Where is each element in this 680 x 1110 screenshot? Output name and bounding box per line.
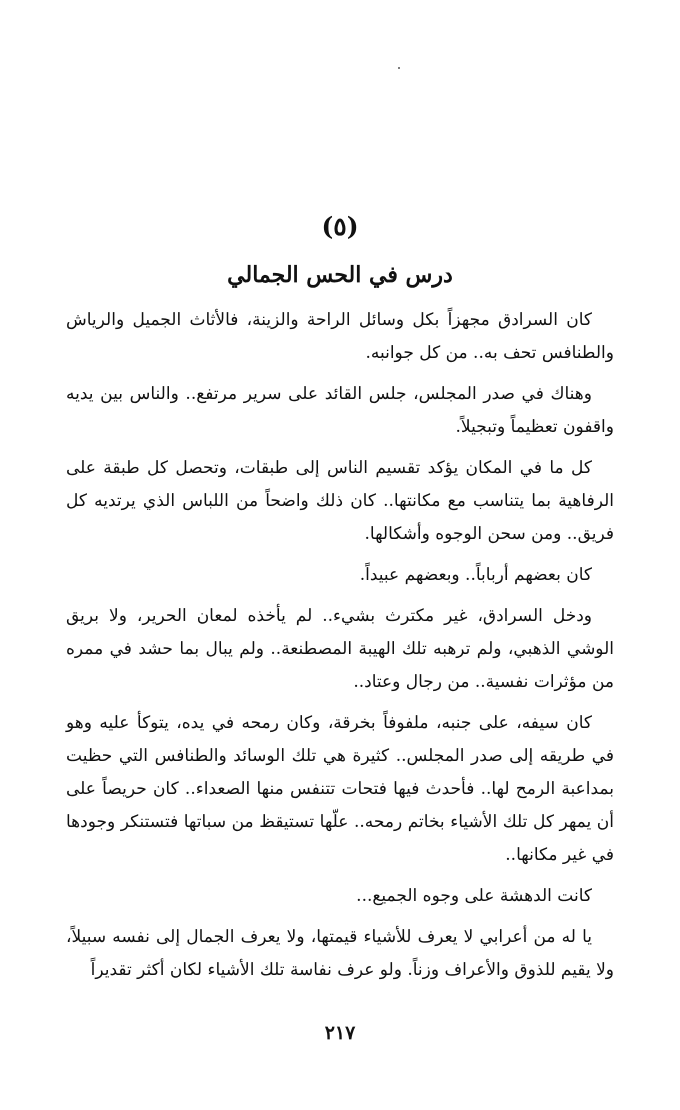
paragraph: كان السرادق مجهزاً بكل وسائل الراحة والزينة، فالأثاث الجميل والرياش والطنافس تحف به.. من كل جوانبه. <box>66 310 614 363</box>
body-text <box>66 304 614 987</box>
page-number: ٢١٧ <box>324 1022 356 1044</box>
paragraph: كان بعضهم أرباباً.. وبعضهم عبيداً. <box>359 565 592 585</box>
paragraph: كل ما في المكان يؤكد تقسيم الناس إلى طبقات، وتحصل كل طبقة على الرفاهية بما يتناسب مع مكانتها.. كان ذلك واضحاً من اللباس الذي يرتديه كل فريق.. ومن سحن الوجوه وأشكالها. <box>66 458 614 544</box>
paper-speck <box>398 67 400 69</box>
paragraph: وهناك في صدر المجلس، جلس القائد على سرير مرتفع.. والناس بين يديه واقفون تعظيماً وتبجيلاً. <box>66 384 614 437</box>
paragraph: يا له من أعرابي لا يعرف للأشياء قيمتها، ولا يعرف الجمال إلى نفسه سبيلاً، ولا يقيم للذوق والأعراف وزناً. ولو عرف نفاسة تلك الأشياء لكان أكثر تقديراً <box>66 927 614 980</box>
paragraph: كان سيفه، على جنبه، ملفوفاً بخرقة، وكان رمحه في يده، يتوكأ عليه وهو في طريقه إلى صدر المجلس.. كثيرة هي تلك الوسائد والطنافس التي حظيت بمداعبة الرمح لها.. فأحدث فيها فتحات تتنفس منها الصعداء.. كان حريصاً على أن يمهر كل تلك الأشياء بخاتم رمحه.. علّها تستيقظ من سباتها فتستنكر وجودها في غير مكانها.. <box>66 713 614 865</box>
chapter-title: درس في الحس الجمالي <box>227 262 453 288</box>
paragraph: كانت الدهشة على وجوه الجميع... <box>356 886 592 906</box>
chapter-number: (٥) <box>321 212 359 241</box>
paragraph: ودخل السرادق، غير مكترث بشيء.. لم يأخذه لمعان الحرير، ولا بريق الوشي الذهبي، ولم ترهبه تلك الهيبة المصطنعة.. ولم يبال بما حشد في ممره من مؤثرات نفسية.. من رجال وعتاد.. <box>66 606 614 692</box>
